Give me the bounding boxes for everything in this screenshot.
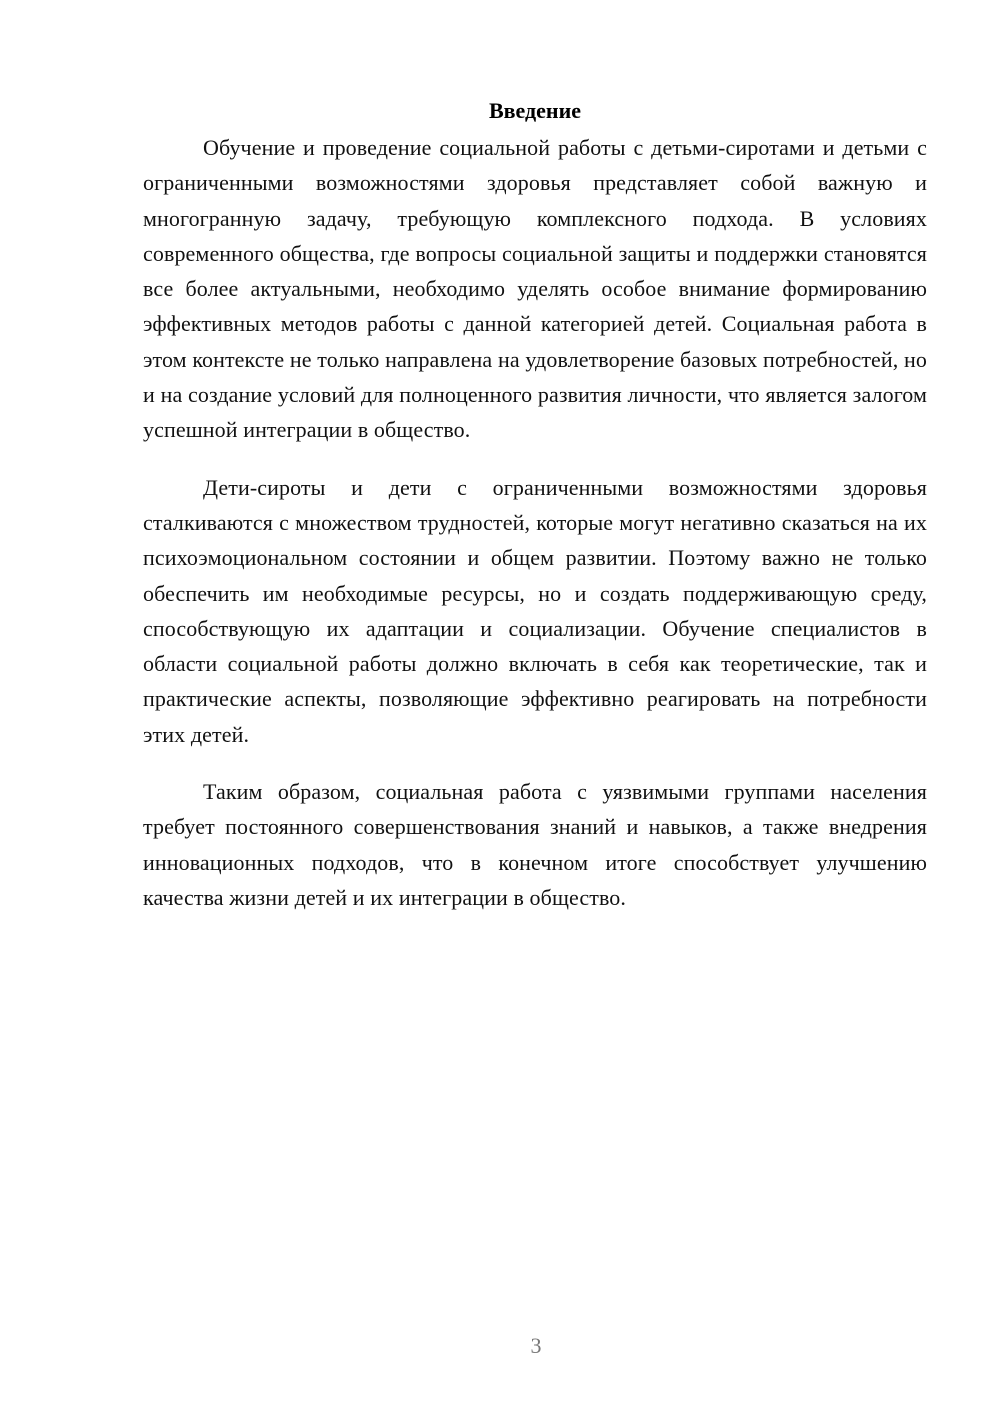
- page-content: [143, 96, 927, 937]
- section-heading: Введение: [488, 98, 582, 123]
- paragraph-2: Дети-сироты и дети с ограниченными возможностями здоровья сталкиваются с множеством трудностей, которые могут негативно сказаться на их психоэмоциональном состоянии и общем развитии. Поэтому важно не только обеспечить им необходимые ресурсы, но и создать поддерживающую среду, способствующую их адаптации и социализации. Обучение специалистов в области социальной работы должно включать в себя как теоретические, так и практические аспекты, позволяющие эффективно реагировать на потребности этих детей.: [143, 474, 927, 747]
- paragraph-3: Таким образом, социальная работа с уязвимыми группами населения требует постоянного совершенствования знаний и навыков, а также внедрения инновационных подходов, что в конечном итоге способствует улучшению качества жизни детей и их интеграции в общество.: [143, 779, 927, 910]
- page-number: 3: [530, 1333, 542, 1358]
- paragraph-1: Обучение и проведение социальной работы с детьми-сиротами и детьми с ограниченными возможностями здоровья представляет собой важную и многогранную задачу, требующую комплексного подхода. В условиях современного общества, где вопросы социальной защиты и поддержки становятся все более актуальными, необходимо уделять особое внимание формированию эффективных методов работы с данной категорией детей. Социальная работа в этом контексте не только направлена на удовлетворение базовых потребностей, но и на создание условий для полноценного развития личности, что является залогом успешной интеграции в общество.: [143, 135, 927, 443]
